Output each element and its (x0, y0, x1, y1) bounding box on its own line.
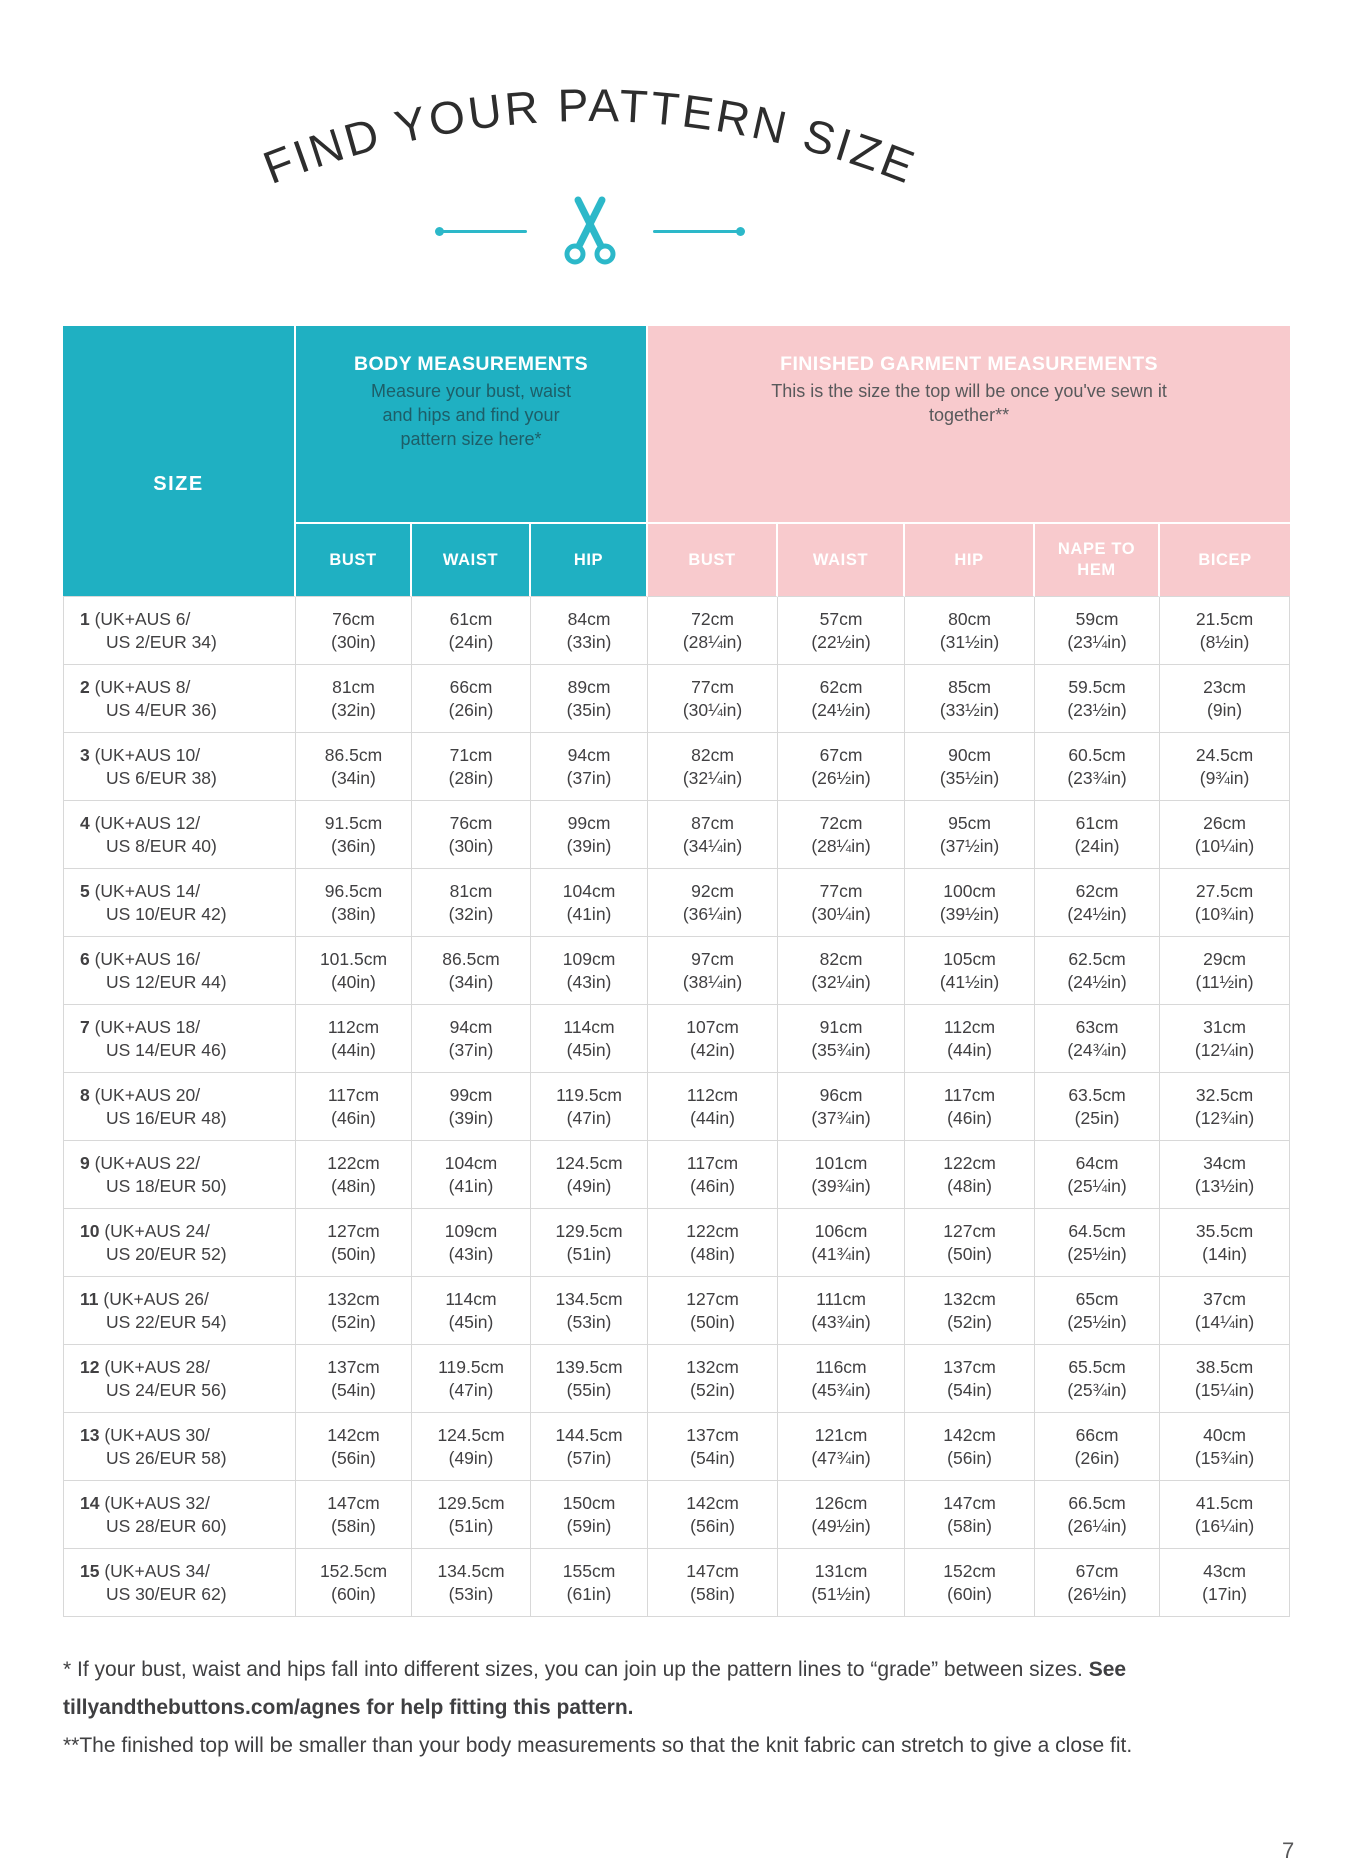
measurement-cell: 137cm (54in) (648, 1413, 778, 1481)
measurement-cell: 65.5cm (25¾in) (1035, 1345, 1160, 1413)
measurement-cell: 119.5cm (47in) (531, 1073, 648, 1141)
size-chart (63, 326, 1351, 1617)
table-row (63, 1141, 1290, 1209)
measurement-cell: 62cm (24½in) (778, 665, 905, 733)
measurement-cell: 100cm (39½in) (905, 869, 1035, 937)
measurement-cell: 34cm (13½in) (1160, 1141, 1290, 1209)
measurement-cell: 132cm (52in) (296, 1277, 412, 1345)
measurement-cell: 82cm (32¼in) (648, 733, 778, 801)
table-row (63, 665, 1290, 733)
measurement-cell: 122cm (48in) (648, 1209, 778, 1277)
finished-group-subtitle: This is the size the top will be once you've sewn it together** (771, 381, 1167, 426)
measurement-cell: 142cm (56in) (648, 1481, 778, 1549)
measurement-cell: 63.5cm (25in) (1035, 1073, 1160, 1141)
measurement-cell: 62cm (24½in) (1035, 869, 1160, 937)
measurement-cell: 66.5cm (26¼in) (1035, 1481, 1160, 1549)
measurement-cell: 66cm (26in) (1035, 1413, 1160, 1481)
measurement-cell: 27.5cm (10¾in) (1160, 869, 1290, 937)
column-header-bicep: BICEP (1160, 524, 1290, 597)
measurement-cell: 64cm (25¼in) (1035, 1141, 1160, 1209)
measurement-cell: 67cm (26½in) (778, 733, 905, 801)
size-cell: 11 (UK+AUS 26/ US 22/EUR 54) (63, 1277, 296, 1345)
measurement-cell: 37cm (14¼in) (1160, 1277, 1290, 1345)
measurement-cell: 112cm (44in) (905, 1005, 1035, 1073)
measurement-cell: 66cm (26in) (412, 665, 531, 733)
measurement-cell: 129.5cm (51in) (531, 1209, 648, 1277)
measurement-cell: 40cm (15¾in) (1160, 1413, 1290, 1481)
measurement-cell: 117cm (46in) (296, 1073, 412, 1141)
table-row (63, 1549, 1290, 1617)
measurement-cell: 80cm (31½in) (905, 597, 1035, 665)
measurement-cell: 99cm (39in) (531, 801, 648, 869)
measurement-cell: 152cm (60in) (905, 1549, 1035, 1617)
table-row (63, 1481, 1290, 1549)
table-row (63, 937, 1290, 1005)
measurement-cell: 84cm (33in) (531, 597, 648, 665)
table-row (63, 1413, 1290, 1481)
measurement-cell: 87cm (34¼in) (648, 801, 778, 869)
masthead (63, 56, 1117, 268)
body-group-subtitle: Measure your bust, waist and hips and find your pattern size here* (370, 381, 572, 449)
size-cell: 6 (UK+AUS 16/ US 12/EUR 44) (63, 937, 296, 1005)
body-group-title: BODY MEASUREMENTS (354, 353, 588, 375)
measurement-cell: 76cm (30in) (296, 597, 412, 665)
measurement-cell: 35.5cm (14in) (1160, 1209, 1290, 1277)
column-header-size: SIZE (63, 326, 296, 597)
measurement-cell: 31cm (12¼in) (1160, 1005, 1290, 1073)
measurement-cell: 150cm (59in) (531, 1481, 648, 1549)
size-cell: 10 (UK+AUS 24/ US 20/EUR 52) (63, 1209, 296, 1277)
measurement-cell: 26cm (10¼in) (1160, 801, 1290, 869)
svg-text:FIND YOUR PATTERN SIZE (256, 79, 923, 192)
measurement-cell: 90cm (35½in) (905, 733, 1035, 801)
measurement-cell: 122cm (48in) (905, 1141, 1035, 1209)
measurement-cell: 86.5cm (34in) (412, 937, 531, 1005)
size-cell: 14 (UK+AUS 32/ US 28/EUR 60) (63, 1481, 296, 1549)
measurement-cell: 121cm (47¾in) (778, 1413, 905, 1481)
measurement-cell: 81cm (32in) (296, 665, 412, 733)
measurement-cell: 132cm (52in) (905, 1277, 1035, 1345)
measurement-cell: 81cm (32in) (412, 869, 531, 937)
measurement-cell: 60.5cm (23¾in) (1035, 733, 1160, 801)
footnote-grading-text: * If your bust, waist and hips fall into different sizes, you can join up the pattern lines to “grade” between sizes. (63, 1658, 1089, 1681)
size-cell: 3 (UK+AUS 10/ US 6/EUR 38) (63, 733, 296, 801)
measurement-cell: 122cm (48in) (296, 1141, 412, 1209)
column-header-bust: BUST (296, 524, 412, 597)
measurement-cell: 131cm (51½in) (778, 1549, 905, 1617)
size-cell: 8 (UK+AUS 20/ US 16/EUR 48) (63, 1073, 296, 1141)
measurement-cell: 38.5cm (15¼in) (1160, 1345, 1290, 1413)
table-row (63, 733, 1290, 801)
measurement-cell: 67cm (26½in) (1035, 1549, 1160, 1617)
measurement-cell: 101cm (39¾in) (778, 1141, 905, 1209)
measurement-cell: 23cm (9in) (1160, 665, 1290, 733)
measurement-cell: 99cm (39in) (412, 1073, 531, 1141)
measurement-cell: 127cm (50in) (648, 1277, 778, 1345)
divider-line-left (441, 230, 527, 233)
measurement-cell: 142cm (56in) (296, 1413, 412, 1481)
group-header-row (63, 326, 1290, 524)
table-row (63, 1277, 1290, 1345)
measurement-cell: 85cm (33½in) (905, 665, 1035, 733)
measurement-cell: 129.5cm (51in) (412, 1481, 531, 1549)
measurement-cell: 43cm (17in) (1160, 1549, 1290, 1617)
measurement-cell: 77cm (30¼in) (648, 665, 778, 733)
measurement-cell: 76cm (30in) (412, 801, 531, 869)
table-row (63, 869, 1290, 937)
group-header-body (296, 326, 648, 524)
column-header-finished-waist: WAIST (778, 524, 905, 597)
scissors-icon (563, 195, 617, 267)
measurement-cell: 95cm (37½in) (905, 801, 1035, 869)
measurement-cell: 92cm (36¼in) (648, 869, 778, 937)
measurement-cell: 63cm (24¾in) (1035, 1005, 1160, 1073)
measurement-cell: 134.5cm (53in) (412, 1549, 531, 1617)
column-header-nape-to-hem: NAPE TO HEM (1035, 524, 1160, 597)
measurement-cell: 94cm (37in) (412, 1005, 531, 1073)
measurement-cell: 137cm (54in) (905, 1345, 1035, 1413)
measurement-cell: 64.5cm (25½in) (1035, 1209, 1160, 1277)
measurement-cell: 114cm (45in) (412, 1277, 531, 1345)
measurement-cell: 152.5cm (60in) (296, 1549, 412, 1617)
measurement-cell: 127cm (50in) (905, 1209, 1035, 1277)
measurement-cell: 117cm (46in) (648, 1141, 778, 1209)
measurement-cell: 124.5cm (49in) (531, 1141, 648, 1209)
measurement-cell: 106cm (41¾in) (778, 1209, 905, 1277)
size-table (63, 326, 1290, 1617)
measurement-cell: 114cm (45in) (531, 1005, 648, 1073)
measurement-cell: 155cm (61in) (531, 1549, 648, 1617)
measurement-cell: 147cm (58in) (905, 1481, 1035, 1549)
column-header-finished-hip: HIP (905, 524, 1035, 597)
measurement-cell: 142cm (56in) (905, 1413, 1035, 1481)
measurement-cell: 57cm (22½in) (778, 597, 905, 665)
group-header-finished (648, 326, 1290, 524)
divider-line-right (653, 230, 739, 233)
table-row (63, 1073, 1290, 1141)
measurement-cell: 147cm (58in) (296, 1481, 412, 1549)
measurement-cell: 119.5cm (47in) (412, 1345, 531, 1413)
table-row (63, 1209, 1290, 1277)
finished-group-title: FINISHED GARMENT MEASUREMENTS (780, 353, 1158, 375)
footnote-finished-size: **The finished top will be smaller than your body measurements so that the knit fabric can stretch to give a close fit. (63, 1734, 1133, 1758)
column-header-hip: HIP (531, 524, 648, 597)
measurement-cell: 139.5cm (55in) (531, 1345, 648, 1413)
page-number: 7 (1282, 1838, 1295, 1863)
measurement-cell: 126cm (49½in) (778, 1481, 905, 1549)
measurement-cell: 94cm (37in) (531, 733, 648, 801)
measurement-cell: 112cm (44in) (648, 1073, 778, 1141)
measurement-cell: 65cm (25½in) (1035, 1277, 1160, 1345)
measurement-cell: 97cm (38¼in) (648, 937, 778, 1005)
size-table-body (63, 597, 1290, 1617)
measurement-cell: 104cm (41in) (531, 869, 648, 937)
measurement-cell: 132cm (52in) (648, 1345, 778, 1413)
measurement-cell: 101.5cm (40in) (296, 937, 412, 1005)
measurement-cell: 89cm (35in) (531, 665, 648, 733)
measurement-cell: 61cm (24in) (412, 597, 531, 665)
column-header-finished-bust: BUST (648, 524, 778, 597)
measurement-cell: 127cm (50in) (296, 1209, 412, 1277)
size-cell: 12 (UK+AUS 28/ US 24/EUR 56) (63, 1345, 296, 1413)
measurement-cell: 111cm (43¾in) (778, 1277, 905, 1345)
column-header-waist: WAIST (412, 524, 531, 597)
measurement-cell: 96.5cm (38in) (296, 869, 412, 937)
measurement-cell: 62.5cm (24½in) (1035, 937, 1160, 1005)
measurement-cell: 32.5cm (12¾in) (1160, 1073, 1290, 1141)
measurement-cell: 105cm (41½in) (905, 937, 1035, 1005)
size-cell: 2 (UK+AUS 8/ US 4/EUR 36) (63, 665, 296, 733)
size-cell: 1 (UK+AUS 6/ US 2/EUR 34) (63, 597, 296, 665)
measurement-cell: 109cm (43in) (531, 937, 648, 1005)
measurement-cell: 91cm (35¾in) (778, 1005, 905, 1073)
measurement-cell: 112cm (44in) (296, 1005, 412, 1073)
measurement-cell: 77cm (30¼in) (778, 869, 905, 937)
measurement-cell: 41.5cm (16¼in) (1160, 1481, 1290, 1549)
measurement-cell: 82cm (32¼in) (778, 937, 905, 1005)
measurement-cell: 59cm (23¼in) (1035, 597, 1160, 665)
measurement-cell: 134.5cm (53in) (531, 1277, 648, 1345)
measurement-cell: 21.5cm (8½in) (1160, 597, 1290, 665)
measurement-cell: 109cm (43in) (412, 1209, 531, 1277)
measurement-cell: 59.5cm (23½in) (1035, 665, 1160, 733)
measurement-cell: 116cm (45¾in) (778, 1345, 905, 1413)
measurement-cell: 29cm (11½in) (1160, 937, 1290, 1005)
measurement-cell: 144.5cm (57in) (531, 1413, 648, 1481)
measurement-cell: 107cm (42in) (648, 1005, 778, 1073)
measurement-cell: 137cm (54in) (296, 1345, 412, 1413)
table-row (63, 1345, 1290, 1413)
size-cell: 5 (UK+AUS 14/ US 10/EUR 42) (63, 869, 296, 937)
measurement-cell: 71cm (28in) (412, 733, 531, 801)
page-title-text: FIND YOUR PATTERN SIZE (256, 78, 924, 192)
size-cell: 7 (UK+AUS 18/ US 14/EUR 46) (63, 1005, 296, 1073)
size-cell: 4 (UK+AUS 12/ US 8/EUR 40) (63, 801, 296, 869)
measurement-cell: 96cm (37¾in) (778, 1073, 905, 1141)
measurement-cell: 117cm (46in) (905, 1073, 1035, 1141)
measurement-cell: 24.5cm (9¾in) (1160, 733, 1290, 801)
measurement-cell: 91.5cm (36in) (296, 801, 412, 869)
measurement-cell: 104cm (41in) (412, 1141, 531, 1209)
footnotes (63, 1651, 1295, 1766)
measurement-cell: 124.5cm (49in) (412, 1413, 531, 1481)
measurement-cell: 147cm (58in) (648, 1549, 778, 1617)
page-title (250, 56, 930, 192)
measurement-cell: 86.5cm (34in) (296, 733, 412, 801)
footnote-grading (63, 1651, 1295, 1727)
footnote-grading-link-text: See tillyandthebuttons.com/agnes for help fitting this pattern. (63, 1658, 1127, 1720)
table-row (63, 801, 1290, 869)
measurement-cell: 72cm (28¼in) (778, 801, 905, 869)
table-row (63, 1005, 1290, 1073)
size-cell: 9 (UK+AUS 22/ US 18/EUR 50) (63, 1141, 296, 1209)
size-cell: 15 (UK+AUS 34/ US 30/EUR 62) (63, 1549, 296, 1617)
measurement-cell: 72cm (28¼in) (648, 597, 778, 665)
title-divider (441, 194, 739, 268)
table-row (63, 597, 1290, 665)
measurement-cell: 61cm (24in) (1035, 801, 1160, 869)
size-cell: 13 (UK+AUS 30/ US 26/EUR 58) (63, 1413, 296, 1481)
